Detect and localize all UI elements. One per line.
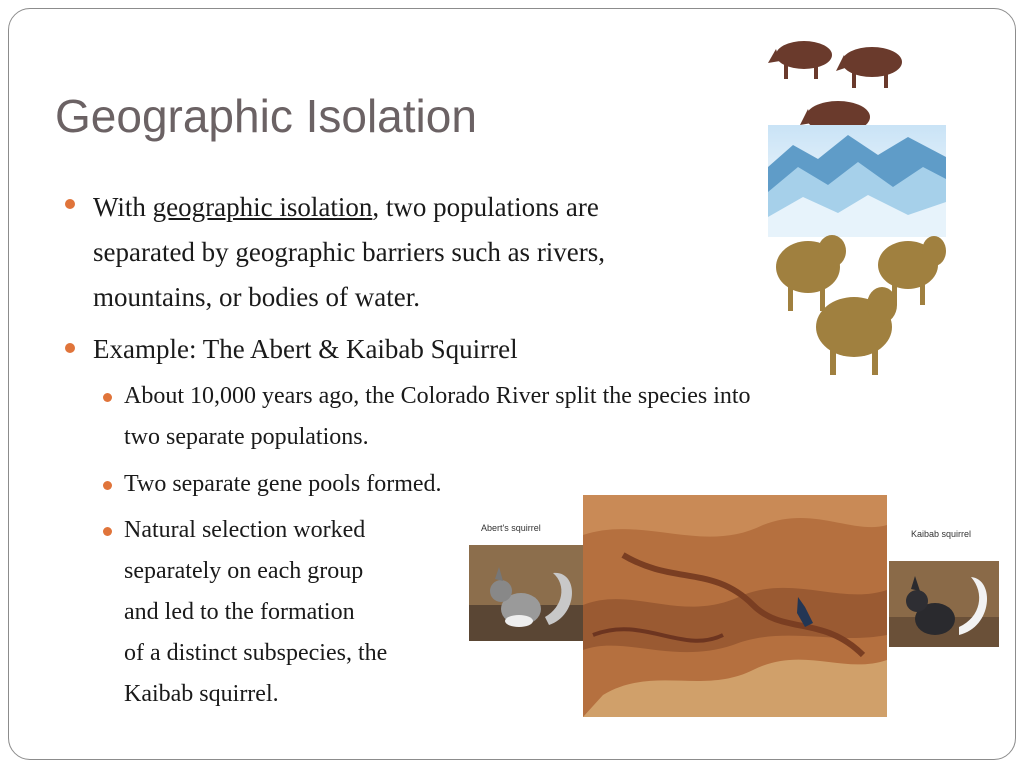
bullet-text: and led to the formation bbox=[124, 599, 355, 625]
sub-bullet-natural-selection bbox=[124, 510, 387, 715]
abert-squirrel-caption: Abert's squirrel bbox=[481, 523, 541, 533]
boars-mountains-illustration bbox=[768, 27, 946, 377]
slide bbox=[8, 8, 1016, 760]
bullet-text: Kaibab squirrel. bbox=[124, 681, 279, 707]
sub-bullet-gene-pools: Two separate gene pools formed. bbox=[124, 471, 442, 497]
bullet-geographic-isolation bbox=[93, 185, 605, 320]
kaibab-squirrel-photo bbox=[889, 561, 999, 647]
bullet-text: About 10,000 years ago, the Colorado River split the species into bbox=[124, 383, 751, 409]
bullet-example: Example: The Abert & Kaibab Squirrel bbox=[93, 334, 518, 364]
abert-squirrel-photo bbox=[469, 545, 585, 641]
term-geographic-isolation: geographic isolation bbox=[152, 192, 373, 222]
bullet-text: two separate populations. bbox=[124, 424, 369, 450]
sub-bullet-marker-icon bbox=[103, 481, 112, 490]
bullet-text: , two populations are bbox=[372, 192, 599, 222]
bullet-text: Natural selection worked bbox=[124, 517, 366, 543]
bullet-text: separately on each group bbox=[124, 558, 364, 584]
bullet-text: mountains, or bodies of water. bbox=[93, 282, 420, 312]
sub-bullet-colorado-river bbox=[124, 376, 751, 458]
bullet-marker-icon bbox=[65, 199, 75, 209]
slide-title: Geographic Isolation bbox=[55, 90, 477, 142]
grand-canyon-photo bbox=[583, 495, 887, 717]
bullet-text: of a distinct subspecies, the bbox=[124, 640, 388, 666]
sub-bullet-marker-icon bbox=[103, 393, 112, 402]
kaibab-squirrel-caption: Kaibab squirrel bbox=[911, 529, 972, 539]
bullet-marker-icon bbox=[65, 343, 75, 353]
sub-bullet-marker-icon bbox=[103, 527, 112, 536]
bullet-text: separated by geographic barriers such as rivers, bbox=[93, 237, 606, 267]
bullet-text: With bbox=[93, 192, 153, 222]
